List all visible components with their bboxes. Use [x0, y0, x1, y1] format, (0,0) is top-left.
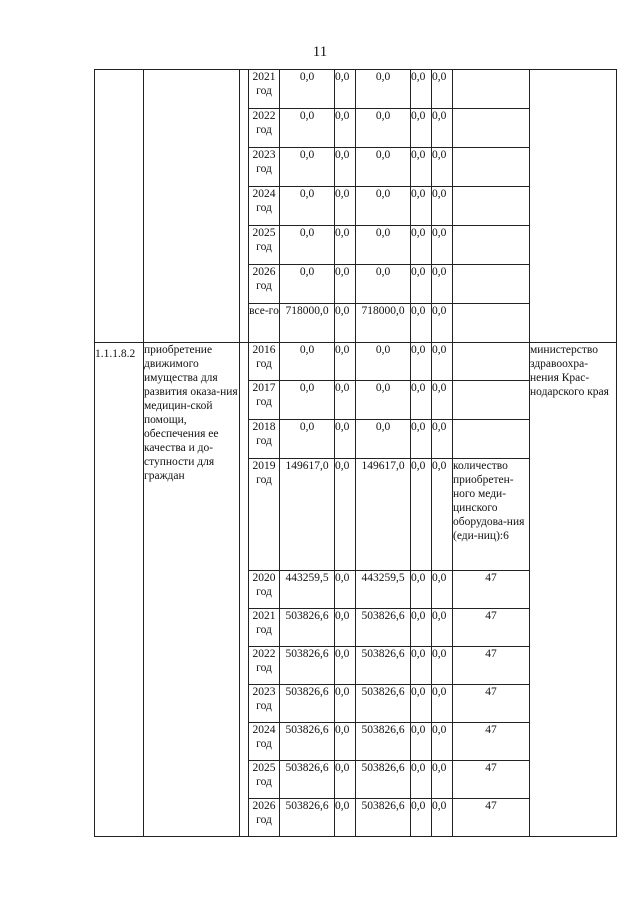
regional-value: 503826,6: [356, 761, 411, 799]
total-value: 0,0: [280, 109, 335, 148]
other-value: 0,0: [432, 148, 453, 187]
year-cell: 2024 год: [249, 723, 280, 761]
executor-cell: министерство здравоохра-нения Крас-нодарского края: [530, 343, 617, 837]
local-value: 0,0: [411, 226, 432, 265]
regional-value: 503826,6: [356, 647, 411, 685]
total-value: 503826,6: [280, 723, 335, 761]
local-value: 0,0: [411, 723, 432, 761]
result-cell: [453, 148, 530, 187]
regional-value: 0,0: [356, 148, 411, 187]
year-cell: 2020 год: [249, 571, 280, 609]
local-value: 0,0: [411, 265, 432, 304]
federal-value: 0,0: [335, 226, 356, 265]
total-value: 503826,6: [280, 799, 335, 837]
year-cell: 2026 год: [249, 265, 280, 304]
local-value: 0,0: [411, 647, 432, 685]
page-number: 11: [312, 44, 328, 60]
other-value: 0,0: [432, 761, 453, 799]
regional-value: 0,0: [356, 265, 411, 304]
other-value: 0,0: [432, 799, 453, 837]
local-value: 0,0: [411, 109, 432, 148]
result-cell: количество приобретен-ного меди-цинского оборудова-ния (еди-ниц):6: [453, 459, 530, 571]
other-value: 0,0: [432, 420, 453, 459]
result-cell: [453, 265, 530, 304]
year-cell: 2025 год: [249, 226, 280, 265]
result-cell: [453, 343, 530, 381]
regional-value: 149617,0: [356, 459, 411, 571]
total-value: 718000,0: [280, 304, 335, 343]
total-value: 503826,6: [280, 685, 335, 723]
total-value: 0,0: [280, 381, 335, 420]
regional-value: 0,0: [356, 420, 411, 459]
other-value: 0,0: [432, 304, 453, 343]
federal-value: 0,0: [335, 304, 356, 343]
table-row: [95, 70, 617, 109]
total-value: 0,0: [280, 420, 335, 459]
total-value: 149617,0: [280, 459, 335, 571]
regional-value: 0,0: [356, 226, 411, 265]
local-value: 0,0: [411, 148, 432, 187]
regional-value: 0,0: [356, 70, 411, 109]
year-cell: 2026 год: [249, 799, 280, 837]
result-cell: [453, 226, 530, 265]
regional-value: 443259,5: [356, 571, 411, 609]
item-number-cell: 1.1.1.8.2: [95, 343, 144, 837]
other-value: 0,0: [432, 459, 453, 571]
year-cell: 2019 год: [249, 459, 280, 571]
item-number-cell: [95, 70, 144, 343]
item-name-cell: [144, 70, 240, 343]
result-cell: [453, 420, 530, 459]
local-value: 0,0: [411, 381, 432, 420]
regional-value: 0,0: [356, 109, 411, 148]
year-cell: 2024 год: [249, 187, 280, 226]
year-cell: 2025 год: [249, 761, 280, 799]
total-value: 503826,6: [280, 609, 335, 647]
other-value: 0,0: [432, 265, 453, 304]
federal-value: 0,0: [335, 761, 356, 799]
federal-value: 0,0: [335, 723, 356, 761]
result-cell: 47: [453, 761, 530, 799]
result-cell: 47: [453, 685, 530, 723]
federal-value: 0,0: [335, 70, 356, 109]
result-cell: [453, 187, 530, 226]
regional-value: 503826,6: [356, 609, 411, 647]
year-cell: 2021 год: [249, 70, 280, 109]
spacer-cell: [240, 343, 249, 837]
other-value: 0,0: [432, 647, 453, 685]
year-cell: 2017 год: [249, 381, 280, 420]
federal-value: 0,0: [335, 187, 356, 226]
federal-value: 0,0: [335, 265, 356, 304]
federal-value: 0,0: [335, 685, 356, 723]
result-cell: [453, 109, 530, 148]
result-cell: 47: [453, 799, 530, 837]
executor-cell: [530, 70, 617, 343]
result-cell: [453, 70, 530, 109]
federal-value: 0,0: [335, 109, 356, 148]
local-value: 0,0: [411, 685, 432, 723]
local-value: 0,0: [411, 420, 432, 459]
federal-value: 0,0: [335, 609, 356, 647]
federal-value: 0,0: [335, 571, 356, 609]
other-value: 0,0: [432, 109, 453, 148]
other-value: 0,0: [432, 685, 453, 723]
result-cell: 47: [453, 571, 530, 609]
other-value: 0,0: [432, 381, 453, 420]
spacer-cell: [240, 70, 249, 343]
year-cell: 2018 год: [249, 420, 280, 459]
other-value: 0,0: [432, 343, 453, 381]
result-cell: 47: [453, 723, 530, 761]
other-value: 0,0: [432, 226, 453, 265]
other-value: 0,0: [432, 723, 453, 761]
year-cell: 2021 год: [249, 609, 280, 647]
regional-value: 0,0: [356, 187, 411, 226]
local-value: 0,0: [411, 761, 432, 799]
total-value: 0,0: [280, 70, 335, 109]
total-value: 503826,6: [280, 761, 335, 799]
result-cell: [453, 304, 530, 343]
regional-value: 0,0: [356, 381, 411, 420]
regional-value: 718000,0: [356, 304, 411, 343]
total-value: 0,0: [280, 187, 335, 226]
regional-value: 503826,6: [356, 723, 411, 761]
local-value: 0,0: [411, 459, 432, 571]
local-value: 0,0: [411, 187, 432, 226]
total-value: 0,0: [280, 148, 335, 187]
local-value: 0,0: [411, 609, 432, 647]
local-value: 0,0: [411, 571, 432, 609]
budget-table: [94, 69, 617, 837]
total-value: 503826,6: [280, 647, 335, 685]
year-cell: все-го: [249, 304, 280, 343]
result-cell: 47: [453, 647, 530, 685]
federal-value: 0,0: [335, 459, 356, 571]
federal-value: 0,0: [335, 647, 356, 685]
regional-value: 0,0: [356, 343, 411, 381]
local-value: 0,0: [411, 304, 432, 343]
total-value: 0,0: [280, 265, 335, 304]
table-body: [95, 70, 617, 837]
year-cell: 2016 год: [249, 343, 280, 381]
other-value: 0,0: [432, 571, 453, 609]
other-value: 0,0: [432, 609, 453, 647]
federal-value: 0,0: [335, 381, 356, 420]
local-value: 0,0: [411, 343, 432, 381]
year-cell: 2023 год: [249, 685, 280, 723]
regional-value: 503826,6: [356, 799, 411, 837]
local-value: 0,0: [411, 799, 432, 837]
result-cell: 47: [453, 609, 530, 647]
federal-value: 0,0: [335, 420, 356, 459]
item-name-cell: приобретение движимого имущества для развития оказа-ния медицин-ской помощи, обеспечения ее качества и до-ступности для граждан: [144, 343, 240, 837]
result-cell: [453, 381, 530, 420]
local-value: 0,0: [411, 70, 432, 109]
total-value: 0,0: [280, 343, 335, 381]
table-row: [95, 343, 617, 381]
other-value: 0,0: [432, 70, 453, 109]
federal-value: 0,0: [335, 343, 356, 381]
other-value: 0,0: [432, 187, 453, 226]
total-value: 443259,5: [280, 571, 335, 609]
total-value: 0,0: [280, 226, 335, 265]
federal-value: 0,0: [335, 148, 356, 187]
year-cell: 2023 год: [249, 148, 280, 187]
regional-value: 503826,6: [356, 685, 411, 723]
federal-value: 0,0: [335, 799, 356, 837]
year-cell: 2022 год: [249, 109, 280, 148]
year-cell: 2022 год: [249, 647, 280, 685]
